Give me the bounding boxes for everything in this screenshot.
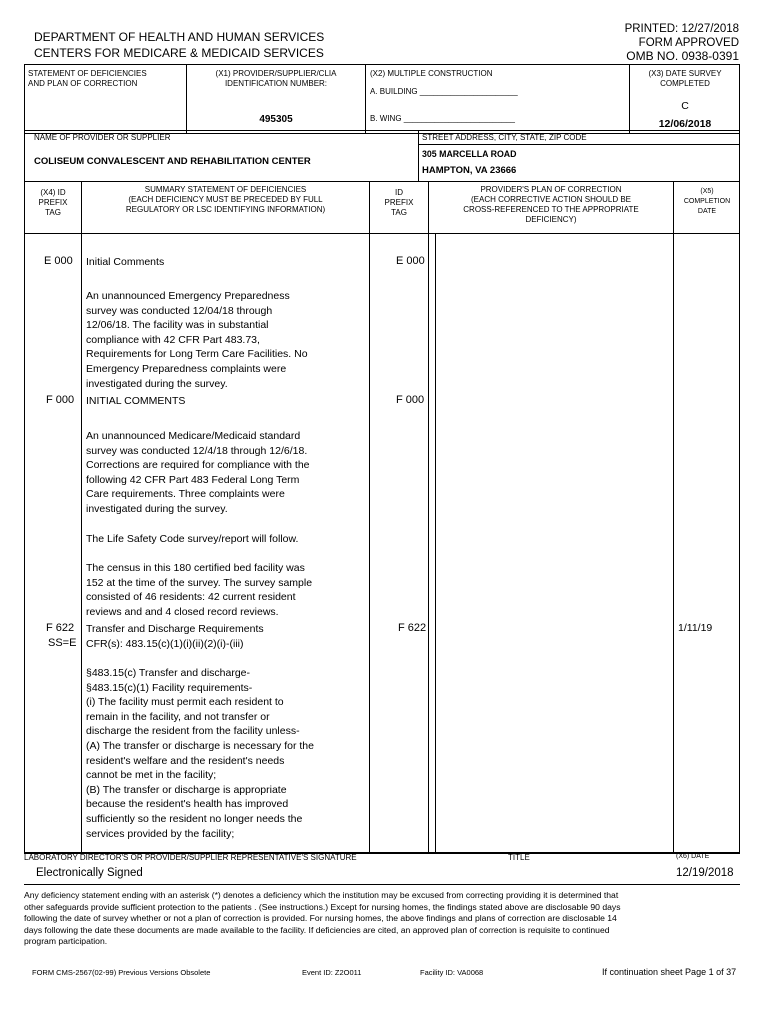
disclosure-note: Any deficiency statement ending with an asterisk (*) denotes a deficiency which the institution may be excused from correcting providing it is determined that other safeguards provide sufficient protection to the patients . (See instructions.) Except for nursing homes, the findings stated above are disclosable 90 days following the date of survey whether or not a plan of correction is provided. For nursing homes, the above findings and plans of correction are disclosable 14 days following the date these documents are made available to the facility. If deficiencies are cited, an approved plan of correction is requisite to continued program participation.: [24, 890, 621, 947]
x2-label: (X2) MULTIPLE CONSTRUCTION: [370, 69, 493, 78]
event-id: Event ID: Z2O011: [302, 968, 362, 977]
f000-paragraph-1: An unannounced Medicare/Medicaid standard survey was conducted 12/4/18 through 12/6/18. Corrections are required for compliance with the following 42 CFR Part 483 Federal Long Term Care requirements. Three complaints were investigated during the survey.: [86, 430, 310, 515]
x3-label: (X3) DATE SURVEY COMPLETED: [648, 69, 722, 88]
f622-scope-severity: SS=E: [48, 637, 77, 649]
f000-tag-right: F 000: [396, 394, 425, 406]
signature-label: LABORATORY DIRECTOR'S OR PROVIDER/SUPPLIER REPRESENTATIVE'S SIGNATURE: [24, 853, 357, 862]
e000-paragraph: An unannounced Emergency Preparedness survey was conducted 12/04/18 through 12/06/18. The facility was in substantial compliance with 42 CFR Part 483.73, Requirements for Long Term Care Facilities. No Emergency Preparedness complaints were investigated during the survey.: [86, 290, 308, 390]
f622-paragraph: §483.15(c) Transfer and discharge- §483.15(c)(1) Facility requirements- (i) The facility must permit each resident to remain in the facility, and not transfer or discharge the resident from the facility unless- (A) The transfer or discharge is necessary for the resident's welfare and the resident's needs cannot be met in the facility; (B) The transfer or discharge is appropriate because the resident's health has improved sufficiently so the resident no longer needs the services provided by the facility;: [86, 667, 314, 840]
plan-header: PROVIDER'S PLAN OF CORRECTION (EACH CORRECTIVE ACTION SHOULD BE CROSS-REFERENCED TO THE APPROPRIATE DEFICIENCY): [463, 185, 639, 224]
facility-id: Facility ID: VA0068: [420, 968, 484, 977]
f000-paragraph-2: The Life Safety Code survey/report will follow.: [86, 533, 299, 545]
city-state-zip: HAMPTON, VA 23666: [422, 165, 517, 176]
completion-header: (X5) COMPLETION DATE: [683, 188, 731, 215]
f622-tag: F 622: [46, 622, 75, 634]
date-label: (X6) DATE: [676, 853, 710, 860]
id-prefix-header: ID PREFIX TAG: [384, 188, 414, 217]
agency-name: CENTERS FOR MEDICARE & MEDICAID SERVICES: [34, 45, 324, 60]
f000-title: INITIAL COMMENTS: [86, 395, 186, 407]
signature-date: 12/19/2018: [676, 867, 734, 879]
x1-label: (X1) PROVIDER/SUPPLIER/CLIA IDENTIFICATION NUMBER:: [215, 69, 337, 88]
e000-tag-right: E 000: [396, 255, 425, 267]
survey-completed-date: 12/06/2018: [658, 118, 712, 130]
title-label: TITLE: [508, 853, 530, 862]
signature-value: Electronically Signed: [36, 867, 143, 879]
f622-title: Transfer and Discharge Requirements: [86, 623, 264, 635]
wing-field: B. WING _________________________: [370, 114, 516, 123]
provider-id-number: 495305: [259, 114, 293, 125]
f000-paragraph-3: The census in this 180 certified bed facility was 152 at the time of the survey. The survey sample consisted of 46 residents: 42 current resident reviews and and 4 closed record reviews.: [86, 562, 313, 618]
agency-header: [34, 30, 324, 61]
provider-name: COLISEUM CONVALESCENT AND REHABILITATION CENTER: [34, 156, 311, 167]
f622-tag-right: F 622: [398, 622, 427, 634]
address-label: STREET ADDRESS, CITY, STATE, ZIP CODE: [422, 133, 587, 142]
street-address: 305 MARCELLA ROAD: [422, 149, 517, 159]
building-field: A. BUILDING ______________________: [370, 87, 518, 96]
e000-tag: E 000: [44, 255, 73, 267]
form-info: [625, 23, 739, 64]
x4-id-header: (X4) ID PREFIX TAG: [38, 188, 68, 217]
page-indicator: If continuation sheet Page 1 of 37: [602, 967, 737, 977]
omb-number: OMB NO. 0938-0391: [626, 49, 739, 63]
f622-cfr: CFR(s): 483.15(c)(1)(i)(ii)(2)(i)-(iii): [86, 638, 244, 650]
form-number: FORM CMS-2567(02-99) Previous Versions Obsolete: [32, 968, 211, 977]
statement-label: STATEMENT OF DEFICIENCIES AND PLAN OF CORRECTION: [28, 69, 147, 88]
e000-title: Initial Comments: [86, 256, 165, 268]
survey-code: C: [681, 100, 689, 112]
summary-header: SUMMARY STATEMENT OF DEFICIENCIES (EACH DEFICIENCY MUST BE PRECEDED BY FULL REGULATORY OR LSC IDENTIFYING INFORMATION): [125, 185, 326, 214]
form-approved: FORM APPROVED: [638, 36, 739, 49]
f000-tag: F 000: [46, 394, 75, 406]
provider-name-label: NAME OF PROVIDER OR SUPPLIER: [34, 133, 171, 142]
printed-date: PRINTED: 12/27/2018: [624, 23, 739, 35]
f622-completion-date: 1/11/19: [678, 622, 713, 634]
department-name: DEPARTMENT OF HEALTH AND HUMAN SERVICES: [34, 30, 325, 44]
